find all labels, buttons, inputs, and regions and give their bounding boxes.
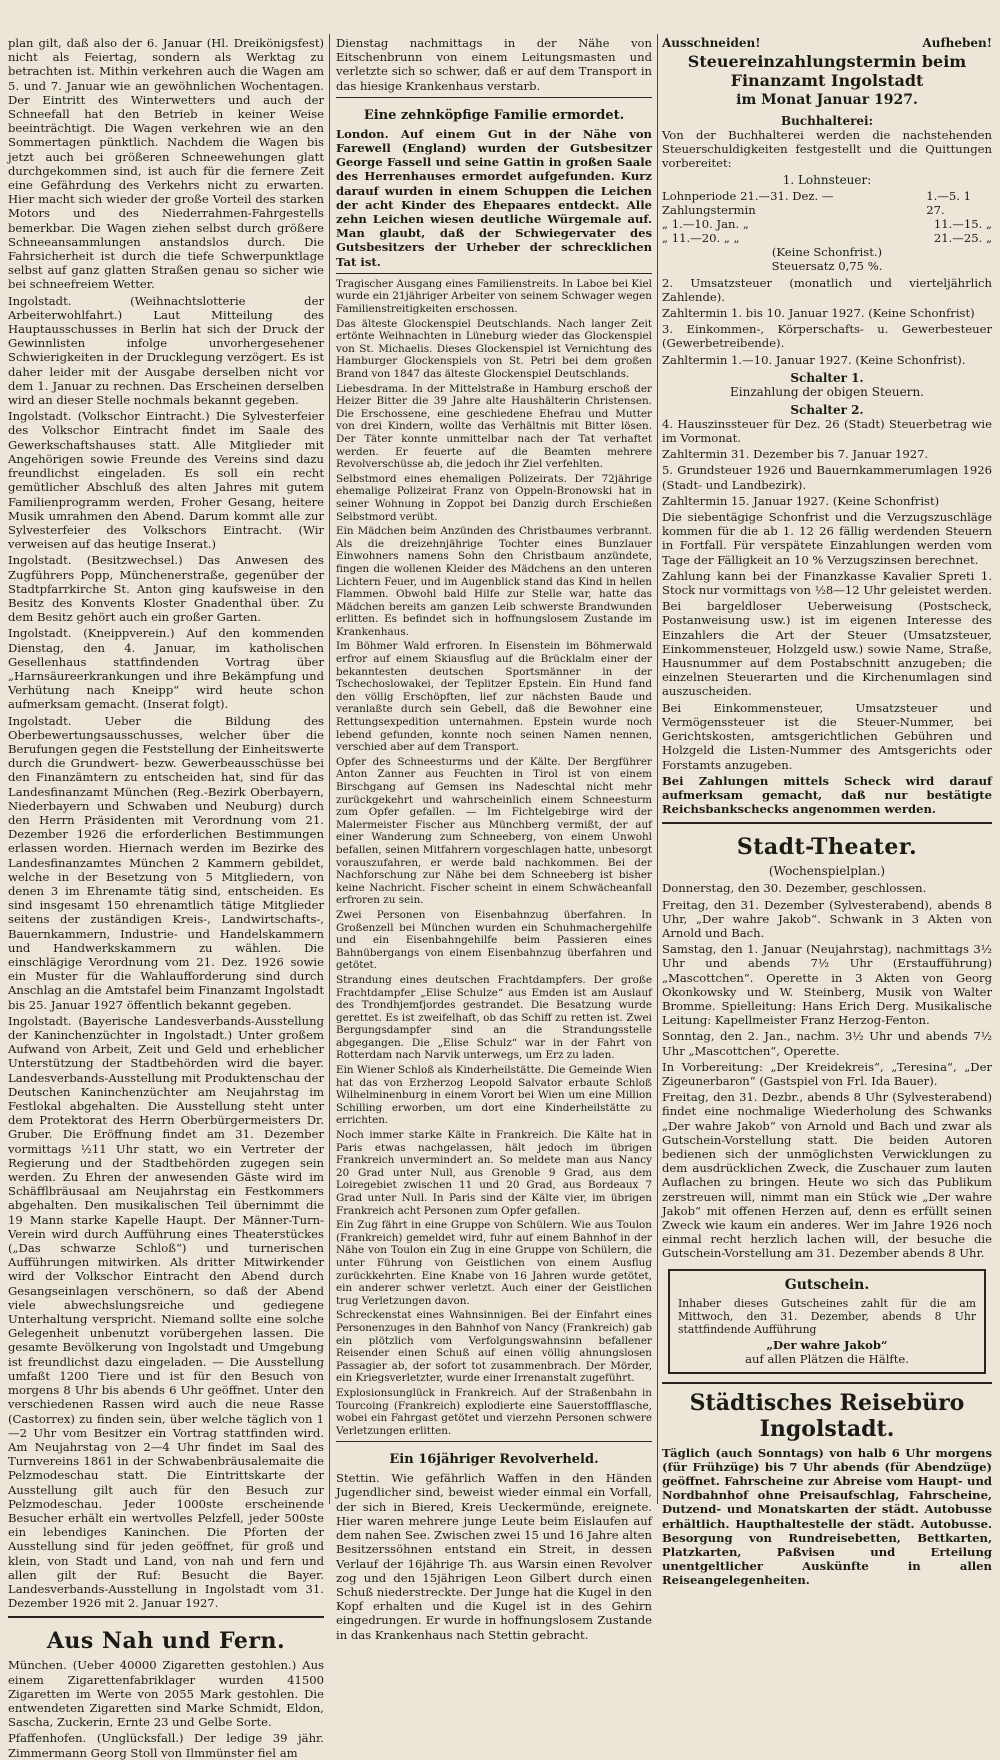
notice-paragraph: Von der Buchhalterei werden die nachstehenden Steuerschuldigkeiten festgestellt und die Quittungen vorbereitet:: [662, 128, 992, 171]
schedule-note: (Keine Schonfrist.): [771, 244, 883, 259]
notice-paragraph: Bei Zahlungen mittels Scheck wird darauf aufmerksam gemacht, daß nur bestätigte Reichsbankschecks angenommen werden.: [662, 773, 992, 817]
section-label: Buchhalterei:: [780, 114, 874, 128]
news-brief: Tragischer Ausgang eines Familienstreits. In Laboe bei Kiel wurde ein 21jähriger Arbeiter von seinem Schwager wegen Familienstreitigkeiten erschossen.: [336, 277, 652, 316]
article-paragraph: plan gilt, daß also der 6. Januar (Hl. Dreikönigsfest) nicht als Feiertag, sondern als Werktag zu betrachten ist. Mithin verkehren auch die Wagen am 5. und 7. Januar wie an gewöhnlichen Wochentagen. Der Eintritt des Winterwetters und auch der Schneefall hat den Betrieb in keiner Weise beeinträchtigt. Die Wagen verkehren wie an den Sommertagen pünktlich. Nachdem die Wagen bis jetzt auch bei größeren Schneewehungen glatt durchgekommen sind, ist auch für die fernere Zeit eine Gefährdung des Verkehrs nicht zu erwarten. Hier macht sich wieder der große Vorteil des starken Motors und des Niederrahmen-Fahrgestells bemerkbar. Die Wagen ziehen selbst durch größere Schneeansammlungen anstandslos durch. Die Fahrsicherheit ist durch die tiefe Schwerpunktlage selbst auf ganz glatten Straßen genau so sicher wie bei schneefreiem Wetter.: [8, 36, 324, 292]
travel-office-title: Städtisches Reisebüro Ingolstadt.: [689, 1389, 965, 1442]
news-brief: Ein Zug fährt in eine Gruppe von Schülern. Wie aus Toulon (Frankreich) gemeldet wird, fuhr auf einem Bahnhof in der Nähe von Toulon ein Zug in eine Gruppe von Schülern, die unter Führung von Geistlichen von einem Ausflug zurückkehrten. Eine Knabe von 16 Jahren wurde getötet, ein anderer schwer verletzt. Auch einer der Geistlichen trug Verletzungen davon.: [336, 1219, 652, 1307]
news-brief: Das älteste Glockenspiel Deutschlands. Nach langer Zeit ertönte Weihnachten in Lüneburg wieder das Glockenspiel von St. Michaelis. Dieses Glockenspiel ist Vernichtung des Hamburger Glockenspiels von St. Petri bei dem großen Brand von 1847 das älteste Glockenspiel Deutschlands.: [336, 317, 652, 380]
notice-title: Steuereinzahlungstermin beim Finanzamt Ingolstadt: [687, 52, 967, 90]
voucher-title: Gutschein.: [784, 1276, 870, 1293]
schedule-date: 1.—5. 1 27.: [926, 188, 972, 217]
news-brief: Ein Wiener Schloß als Kinderheilstätte. Die Gemeinde Wien hat das von Erzherzog Leopold Salvator erbaute Schloß Wilhelminenburg in einem Vorort bei Wien um eine Million Schilling erworben, um dort eine Kinderheilstätte zu errichten.: [336, 1064, 652, 1127]
banner-left: Ausschneiden!: [662, 36, 761, 50]
news-brief: Im Böhmer Wald erfroren. In Eisenstein im Böhmerwald erfror auf einem Skiausflug auf die Brücklalm einer der bekanntesten deutschen Sportsmänner in der Tschechoslowakei, der Teplitzer Epstein. Ein Hund fand den völlig Erschöpften, lief zur nächsten Baude und veranlaßte durch sein Gebell, daß die Bewohner eine Rettungsexpedition unternahmen. Epstein wurde noch lebend gefunden, konnte noch seinen Namen nennen, verschied aber auf dem Transport.: [336, 640, 652, 754]
article-headline: Eine zehnköpfige Familie ermordet.: [363, 107, 625, 123]
news-brief: Strandung eines deutschen Frachtdampfers. Der große Frachtdampfer „Elise Schulze“ aus Emden ist am Auslauf des Trondhjemfjordes gestrandet. Die Besatzung wurde gerettet. Es ist zweifelhaft, ob das Schiff zu retten ist. Zwei Bergungsdampfer sind an die Strandungsstelle abgegangen. Die „Elise Schulz“ war in der Fahrt von Rotterdam nach Narvik unterwegs, um Erz zu laden.: [336, 973, 652, 1062]
notice-item: Zahltermin 31. Dezember bis 7. Januar 1927.: [662, 447, 929, 462]
theater-title: Stadt-Theater.: [736, 834, 918, 861]
article-paragraph: London. Auf einem Gut in der Nähe von Farewell (England) wurden der Gutsbesitzer George Fassell und seine Gattin in großen Saale des Herrenhauses ermordet aufgefunden. Kurz darauf wurden in einem Schuppen die Leichen der acht Kinder des Ehepaares entdeckt. Alle zehn Leichen wiesen deutliche Würgemale auf. Man glaubt, daß der Schwiegervater des Gutsbesitzers der Urheber der schrecklichen Tat ist.: [336, 126, 652, 269]
notice-paragraph: Bei Einkommensteuer, Umsatzsteuer und Vermögenssteuer ist die Steuer-Nummer, bei Gerichtskosten, amtsgerichtlichen Gebühren und Holzgeld die Listen-Nummer des Amtsgerichts oder Forstamts anzugeben.: [662, 700, 992, 772]
article-paragraph: Dienstag nachmittags in der Nähe von Eitschenbrunn von einem Leitungsmasten und verletzte sich so schwer, daß er auf dem Transport in das hiesige Krankenhaus verstarb.: [336, 36, 652, 93]
theater-entry: Samstag, den 1. Januar (Neujahrstag), nachmittags 3½ Uhr und abends 7½ Uhr (Erstaufführung) „Mascottchen“. Operette in 3 Akten von Georg Okonkowsky und W. Steinberg, Musik von Walter Bromme. Spielleitung: Hans Erich Derg. Musikalische Leitung: Kapellmeister Franz Herzog-Fenton.: [662, 942, 992, 1028]
schedule-date: 21.—25. „: [933, 230, 992, 245]
notice-item: 3. Einkommen-, Körperschafts- u. Gewerbesteuer (Gewerbetreibende).: [662, 322, 992, 351]
news-briefs: [336, 278, 652, 1437]
news-brief: Ein Mädchen beim Anzünden des Christbaumes verbrannt. Als die dreizehnjährige Tochter eines Bunzlauer Einwohners namens Sohn den Christbaum anzündete, fingen die wollenen Kleider des Mädchens an den unteren Lichtern Feuer, und im Augenblick stand das Kind in hellen Flammen. Obwohl bald Hilfe zur Stelle war, hatte das Mädchen bereits am ganzen Leib schwerste Brandwunden erlitten. Es befindet sich in hoffnungslosem Zustande im Krankenhaus.: [336, 525, 652, 638]
article-paragraph: Ingolstadt. (Bayerische Landesverbands-Ausstellung der Kaninchenzüchter in Ingolstadt.) Unter großem Aufwand von Arbeit, Zeit und Geld und erheblicher Unterstützung der Stadtbehörden wird die bayer. Landesverbands-Ausstellung mit Produktenschau der Deutschen Kaninchenzüchter am Neujahrstag im Festlokal abgehalten. Die Ausstellung steht unter dem Protektorat des Herrn Oberbürgermeisters Dr. Gruber. Die Eröffnung findet am 31. Dezember vormittags ½11 Uhr statt, wo ein Vertreter der Regierung und der Stadtbehörden zugegen sein werden. Zu Ehren der anwesenden Gäste wird im Schäfflbräusaal am Neujahrstag ein Festkommers abgehalten. Den musikalischen Teil übernimmt die 19 Mann starke Kapelle Haupt. Der Männer-Turn-Verein wird durch Aufführung eines Theaterstückes („Das schwarze Schloß“) und turnerischen Aufführungen mitwirken. Als dritter Mitwirkender wird der Volkschor Eintracht den Abend durch Gesangseinlagen verschönern, so daß der Abend viele abwechslungsreiche und gediegene Unterhaltung verspricht. Niemand sollte eine solche Gelegenheit unbenutzt vorübergehen lassen. Die gesamte Bevölkerung von Ingolstadt und Umgebung ist freundlichst dazu eingeladen. — Die Ausstellung umfaßt 1200 Tiere und ist für den Besuch von morgens 8 Uhr bis abends 6 Uhr geöffnet. Unter den verschiedenen Rassen wird auch die neue Rasse (Castorrex) zu finden sein, über welche täglich von 1—2 Uhr vom Besitzer ein Vortrag stattfinden wird. Am Neujahrstag von 2—4 Uhr findet im Saal des Turnvereins 1861 in der Schwabenbräusalemaite die Pelzmodeschau statt. Die Eintrittskarte der Ausstellung gilt auch für den Besuch zur Pelzmodeschau. Jeder 1000ste erscheinende Besucher erhält ein wertvolles Pelzfell, jeder 500ste ein lebendiges Kaninchen. Die Pforten der Ausstellung sind für jeden geöffnet, für groß und klein, von Stadt und Land, von nah und fern und allen gilt der Ruf: Besucht die Bayer. Landesverbands-Ausstellung in Ingolstadt vom 31. Dezember 1926 mit 2. Januar 1927.: [8, 1013, 324, 1611]
article-paragraph: Ingolstadt. Ueber die Bildung des Oberbewertungsausschusses, welcher über die Berufungen gegen die Feststellung der Einheitswerte durch die Grundwert- bezw. Gewerbeausschüsse bei den Finanzämtern zu entscheiden hat, sind für das Landesfinanzamt München (Reg.-Bezirk Oberbayern, Niederbayern und Schwaben und Neuburg) durch den Herrn Präsidenten mit Verordnung vom 21. Dezember 1926 die erforderlichen Bestimmungen erlassen worden. Hiernach werden im Bezirke des Landesfinanzamtes München 2 Kammern gebildet, welche in der Besetzung von 5 Mitgliedern, von denen 3 im Ehrenamte tätig sind, entscheiden. Es sind insgesamt 150 ehrenamtlich tätige Mitglieder seitens der zuständigen Kreis-, Landwirtschafts-, Bauernkammern, Industrie- und Handelskammern und Handwerkskammern zu wählen. Die einschlägige Verordnung vom 21. Dez. 1926 sowie ein Muster für die Wahlaufforderung sind durch Anschlag an die Amtstafel beim Finanzamt Ingolstadt bis 25. Januar 1927 öffentlich bekannt gegeben.: [8, 713, 324, 1012]
notice-paragraph: Zahlung kann bei der Finanzkasse Kavalier Spreti 1. Stock nur vormittags von ½8—12 Uhr geleistet werden.: [662, 568, 992, 598]
news-brief: Selbstmord eines ehemaligen Polizeirats. Der 72jährige ehemalige Polizeirat Franz von Oppeln-Bronowski hat in seiner Wohnung in Zoppot bei Danzig durch Erschießen Selbstmord verübt.: [336, 472, 652, 523]
article-paragraph: Ingolstadt. (Weihnachtslotterie der Arbeiterwohlfahrt.) Laut Mitteilung des Hauptausschusses in Berlin hat sich der Druck der Gewinnlisten infolge unvorhergesehener Schwierigkeiten in der Drucklegung verzögert. Es ist daher leider mit der Ausgabe derselben nicht vor dem 1. Januar zu rechnen. Das Erscheinen derselben wird an dieser Stelle nochmals bekannt gegeben.: [8, 293, 324, 408]
schedule-period: „ 1.—10. Jan. „: [662, 216, 749, 231]
section-divider: [336, 97, 652, 98]
notice-paragraph: Bei bargeldloser Ueberweisung (Postscheck, Postanweisung usw.) ist im eigenen Interesse des Einzahlers die Art der Steuer (Umsatzsteuer, Einkommensteuer, Holzgeld usw.) sowie Name, Straße, Hausnummer auf dem Postabschnitt anzugeben; die einzelnen Steuerarten und die Kirchenumlagen sind auszuscheiden.: [662, 599, 992, 699]
counter-label: Schalter 2.: [790, 402, 864, 417]
theater-entry: Freitag, den 31. Dezbr., abends 8 Uhr (Sylvesterabend) findet eine nochmalige Wiederholung des Schwanks „Der wahre Jakob“ von Arnold und Bach und zwar als Gutschein-Vorstellung statt. Die beiden Autoren bedienen sich der unmöglichsten Verwicklungen zu dem ausdrücklichen Zweck, die Zuschauer zum lauten Auflachen zu bringen. Heute wo sich das Publikum zerstreuen will, nimmt man ein Stück wie „Der wahre Jakob“ mit offenen Herzen auf, denn es erfüllt seinen Zweck wie kaum ein anderes. Wer im Jahre 1926 noch einmal recht herzlich lachen will, der besuche die Gutschein-Vorstellung am 31. Dezember abends 8 Uhr.: [662, 1090, 992, 1261]
voucher-play: „Der wahre Jakob“: [766, 1337, 888, 1352]
news-brief: Liebesdrama. In der Mittelstraße in Hamburg erschoß der Heizer Bitter die 39 Jahre alte Haushälterin Christensen. Die Erschossene, eine geschiedene Ehefrau und Mutter von drei Kindern, wollte das Verhältnis mit Bitter lösen. Der Täter konnte unmittelbar nach der Tat verhaftet werden. Er feuerte auf die Beamten mehrere Revolverschüsse ab, die jedoch ihr Ziel verfehlten.: [336, 382, 652, 471]
notice-paragraph: Die siebentägige Schonfrist und die Verzugszuschläge kommen für die ab 1. 12 26 fällig werdenden Steuern in Fortfall. Für verspätete Einzahlungen werden vom Tage der Fälligkeit an 10 % Verzugszinsen berechnet.: [662, 510, 992, 567]
article-paragraph: Ingolstadt. (Volkschor Eintracht.) Die Sylvesterfeier des Volkschor Eintracht findet im Saale des Gewerkschaftshauses statt. Alle Mitglieder mit Angehörigen sowie Freunde des Vereins sind dazu freundlichst eingeladen. Es soll ein recht gemütlicher Abschluß des alten Jahres mit gutem Familienprogramm werden, Froher Gesang, heitere Musik umrahmen den Abend. Darum kommt alle zur Sylvesterfeier des Volkschors Eintracht. (Wir verweisen auf das heutige Inserat.): [8, 409, 324, 552]
notice-item: 5. Grundsteuer 1926 und Bauernkammerumlagen 1926 (Stadt- und Landbezirk).: [662, 463, 992, 492]
section-divider: [662, 822, 992, 824]
voucher-tail: auf allen Plätzen die Hälfte.: [745, 1351, 909, 1366]
schedule-row: [662, 189, 992, 217]
tax-rate: Steuersatz 0,75 %.: [771, 258, 883, 273]
section-divider: [662, 1382, 992, 1384]
counter-label: Schalter 1.: [790, 370, 864, 385]
theater-entry: Donnerstag, den 30. Dezember, geschlossen.: [662, 881, 927, 896]
article-paragraph: Stettin. Wie gefährlich Waffen in den Händen Jugendlicher sind, beweist wieder einmal ein Vorfall, der sich in Biered, Kreis Ueckermünde, ereignete. Hier waren mehrere junge Leute beim Eislaufen auf dem nahen See. Zwischen zwei 15 und 16 Jahre alten Besitzerssöhnen entstand ein Streit, in dessen Verlauf der 16jährige Th. aus Warsin einen Revolver zog und den 15jährigen Leon Gilbert durch einen Schuß niederstreckte. Der Junge hat die Kugel in den Kopf erhalten und die Kugel ist in des Gehirn eingedrungen. Er wurde in hoffnungslosem Zustande in das Krankenhaus nach Stettin gebracht.: [336, 1471, 652, 1642]
news-brief: Opfer des Schneesturms und der Kälte. Der Bergführer Anton Zanner aus Feuchten in Tirol ist von einem Birschgang auf Gemsen ins Nadeschtal nicht mehr zurückgekehrt und wahrscheinlich einem Schneesturm zum Opfer gefallen. — Im Fichtelgebirge wird der Malermeister Fischer aus Münchberg vermißt, der auf einer Wanderung zum Schneeberg, von einem Unwohl befallen, seinen Mitfahrern vorgeschlagen hatte, unbesorgt vorauszufahren, er werde bald nachkommen. Bei der Nachforschung zur Nähe bei dem Schneeberg ist bisher keine Nachricht. Fischer scheint in einem Schwächeanfall erfroren zu sein.: [336, 755, 652, 907]
schedule-row: [662, 231, 992, 245]
theater-entry: In Vorbereitung: „Der Kreidekreis“, „Teresina“, „Der Zigeunerbaron“ (Gastspiel von Frl. Ida Bauer).: [662, 1059, 992, 1088]
article-paragraph: Ingolstadt. (Besitzwechsel.) Das Anwesen des Zugführers Popp, Münchenerstraße, gegenüber der Stadtpfarrkirche St. Anton ging kaufsweise in den Besitz des Konvents Kloster Gnadenthal über. Zu dem Besitz gehört auch ein großer Garten.: [8, 553, 324, 625]
column-right: [662, 36, 992, 1588]
theater-subtitle: (Wochenspielplan.): [768, 864, 886, 879]
theater-entry: Freitag, den 31. Dezember (Sylvesterabend), abends 8 Uhr, „Der wahre Jakob“. Schwank in 3 Akten von Arnold und Bach.: [662, 897, 992, 940]
notice-month: im Monat Januar 1927.: [736, 92, 918, 108]
section-divider: [336, 273, 652, 274]
theater-entry: Sonntag, den 2. Jan., nachm. 3½ Uhr und abends 7½ Uhr „Mascottchen“, Operette.: [662, 1029, 992, 1058]
schedule-period: „ 11.—20. „ „: [662, 230, 740, 245]
notice-item: 4. Hauszinssteuer für Dez. 26 (Stadt) Steuerbetrag wie im Vormonat.: [662, 416, 992, 446]
notice-item: Zahltermin 15. Januar 1927. (Keine Schonfrist): [662, 493, 940, 508]
notice-item: Zahltermin 1.—10. Januar 1927. (Keine Schonfrist).: [662, 352, 966, 367]
column-middle: [336, 36, 652, 1642]
section-divider: [8, 1616, 324, 1618]
news-brief: Noch immer starke Kälte in Frankreich. Die Kälte hat in Paris etwas nachgelassen, hält jedoch im übrigen Frankreich unvermindert an. So meldete man aus Nancy 20 Grad unter Null, aus Grenoble 9 Grad, aus dem Loiregebiet zwischen 11 und 20 Grad, aus Bordeaux 7 Grad unter Null. In Paris sind der Kälte vier, im übrigen Frankreich acht Personen zum Opfer gefallen.: [336, 1129, 652, 1217]
section-divider: [336, 1441, 652, 1442]
notice-item: Zahltermin 1. bis 10. Januar 1927. (Keine Schonfrist): [662, 306, 975, 321]
article-headline: Ein 16jähriger Revolverheld.: [389, 1452, 599, 1468]
voucher-text: Inhaber dieses Gutscheines zahlt für die am Mittwoch, den 31. Dezember, abends 8 Uhr stattfindende Aufführung: [678, 1296, 976, 1336]
news-brief: Explosionsunglück in Frankreich. Auf der Straßenbahn in Tourcoing (Frankreich) explodierte eine Sauerstoffflasche, wobei ein Fahrgast getötet und vierzehn Personen schwere Verletzungen erlitten.: [336, 1386, 652, 1437]
notice-item: 2. Umsatzsteuer (monatlich und vierteljährlich Zahlende).: [662, 275, 992, 304]
article-paragraph: Pfaffenhofen. (Unglücksfall.) Der ledige 39 jähr. Zimmermann Georg Stoll von Ilmmünster fiel am: [8, 1731, 324, 1760]
news-brief: Zwei Personen von Eisenbahnzug überfahren. In Großenzell bei München wurden ein Schuhmachergehilfe und ein Eisenbahngehilfe beim Passieren eines Bahnübergangs von einem Eisenbahnzug überfahren und getötet.: [336, 908, 652, 972]
section-title: Aus Nah und Fern.: [46, 1628, 286, 1655]
column-rule: [657, 34, 658, 1504]
schedule-date: 11.—15. „: [933, 216, 992, 231]
column-rule: [329, 34, 330, 1504]
article-paragraph: Ingolstadt. (Kneippverein.) Auf den kommenden Dienstag, den 4. Januar, im katholischen Gesellenhaus stattfindenden Vortrag über „Harnsäureerkrankungen und ihre Bekämpfung und Verhütung nach Kneipp“ wird heute schon aufmerksam gemacht. (Inserat folgt).: [8, 626, 324, 712]
section-label: 1. Lohnsteuer:: [782, 172, 872, 187]
news-brief: Schreckenstat eines Wahnsinnigen. Bei der Einfahrt eines Personenzuges in den Bahnhof von Nancy (Frankreich) gab ein plötzlich vom Verfolgungswahnsinn befallener Reisender einen Schuß auf einen völlig ahnungslosen Passagier ab, der sofort tot zusammenbrach. Der Mörder, ein Kriegsverletzter, wurde einer Irrenanstalt zugeführt.: [336, 1309, 652, 1385]
travel-office-text: Täglich (auch Sonntags) von halb 6 Uhr morgens (für Frühzüge) bis 7 Uhr abends (für Abendzüge) geöffnet. Fahrscheine zur Abreise vom Haupt- und Nordbahnhof ohne Preisaufschlag, Fahrscheine, Dutzend- und Monatskarten der städt. Autobusse erhältlich. Haupthaltestelle der städt. Autobusse. Besorgung von Rundreisebetten, Bettkarten, Platzkarten, Paßvisen und Erteilung unentgeltlicher Auskünfte in allen Reiseangelegenheiten.: [662, 1445, 992, 1588]
banner-right: Aufheben!: [922, 36, 992, 50]
counter-text: Einzahlung der obigen Steuern.: [730, 384, 924, 399]
notice-banner: [662, 36, 992, 50]
article-paragraph: München. (Ueber 40000 Zigaretten gestohlen.) Aus einem Zigarettenfabriklager wurden 41500 Zigaretten im Werte von 2055 Mark gestohlen. Die entwendeten Zigaretten sind Marke Schmidt, Eldon, Sascha, Zuckerin, Ernte 23 und Gelbe Sorte.: [8, 1658, 324, 1730]
voucher-box: [668, 1269, 986, 1374]
column-left: [8, 36, 324, 1760]
schedule-period: Lohnperiode 21.—31. Dez. — Zahlungstermin: [662, 188, 834, 217]
schedule-row: [662, 217, 992, 231]
